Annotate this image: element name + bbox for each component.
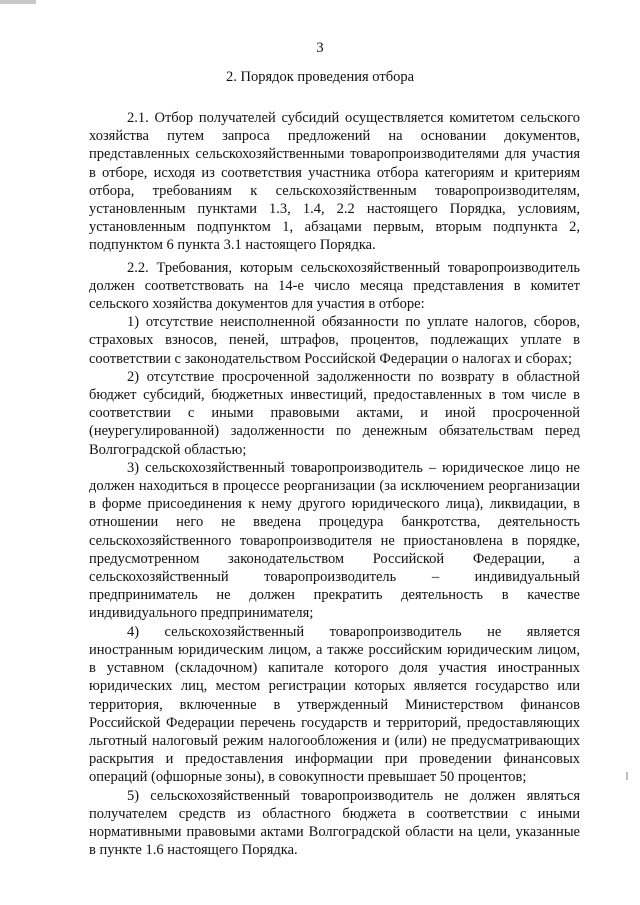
section-title: 2. Порядок проведения отбора: [225, 69, 415, 85]
list-item-4: 4) сельскохозяйственный товаропроизводитель не является иностранным юридическим лицом, а также российским юридическим лицом, в уставном (складочном) капитале которого доля участия иностранных юридических лиц, местом регистрации которых является государство или территория, включенные в утвержденный Министерством финансов Российской Федерации перечень государств и территорий, предоставляющих льготный налоговый режим налогообложения и (или) не предусматривающих раскрытия и предоставления информации при проведении финансовых операций (офшорные зоны), в совокупности превышает 50 процентов;: [89, 623, 580, 786]
list-item-5: 5) сельскохозяйственный товаропроизводитель не должен являться получателем средств из областного бюджета в соответствии с иными нормативными правовыми актами Волгоградской области на цели, указанные в пункте 1.6 настоящего Порядка.: [89, 787, 580, 859]
list-item-1: 1) отсутствие неисполненной обязанности по уплате налогов, сборов, страховых взносов, пеней, штрафов, процентов, подлежащих уплате в соответствии с законодательством Российской Федерации о налогах и сборах;: [89, 314, 580, 367]
document-body: [89, 109, 580, 859]
paragraph-2-1: 2.1. Отбор получателей субсидий осуществляется комитетом сельского хозяйства путем запроса предложений на основании документов, представленных сельскохозяйственными товаропроизводителями для участия в отборе, исходя из соответствия участника отбора категориям и критериям отбора, требованиям к сельскохозяйственным товаропроизводителям, установленным пунктами 1.3, 1.4, 2.2 настоящего Порядка, условиям, установленным подпунктом 1, абзацами первым, вторым подпункта 2, подпунктом 6 пункта 3.1 настоящего Порядка.: [89, 110, 580, 254]
list-item-3: 3) сельскохозяйственный товаропроизводитель – юридическое лицо не должен находиться в процессе реорганизации (за исключением реорганизации в форме присоединения к нему другого юридического лица), ликвидации, в отношении него не введена процедура банкротства, деятельность сельскохозяйственного товаропроизводителя не приостановлена в порядке, предусмотренном законодательством Российской Федерации, а сельскохозяйственный товаропроизводитель – индивидуальный предприниматель не должен прекратить деятельность в качестве индивидуального предпринимателя;: [89, 459, 580, 622]
scan-edge-mark: [0, 0, 36, 4]
list-item-2: 2) отсутствие просроченной задолженности по возврату в областной бюджет субсидий, бюджетных инвестиций, предоставленных в том числе в соответствии с иными правовыми актами, и иной просроченной (неурегулированной) задолженности по денежным обязательствам перед Волгоградской областью;: [89, 368, 580, 458]
scan-edge-mark-right: [626, 772, 628, 780]
page-number: 3: [316, 40, 324, 56]
paragraph-2-2: 2.2. Требования, которым сельскохозяйственный товаропроизводитель должен соответствовать на 14-е число месяца представления в комитет сельского хозяйства документов для участия в отборе:: [89, 259, 580, 313]
